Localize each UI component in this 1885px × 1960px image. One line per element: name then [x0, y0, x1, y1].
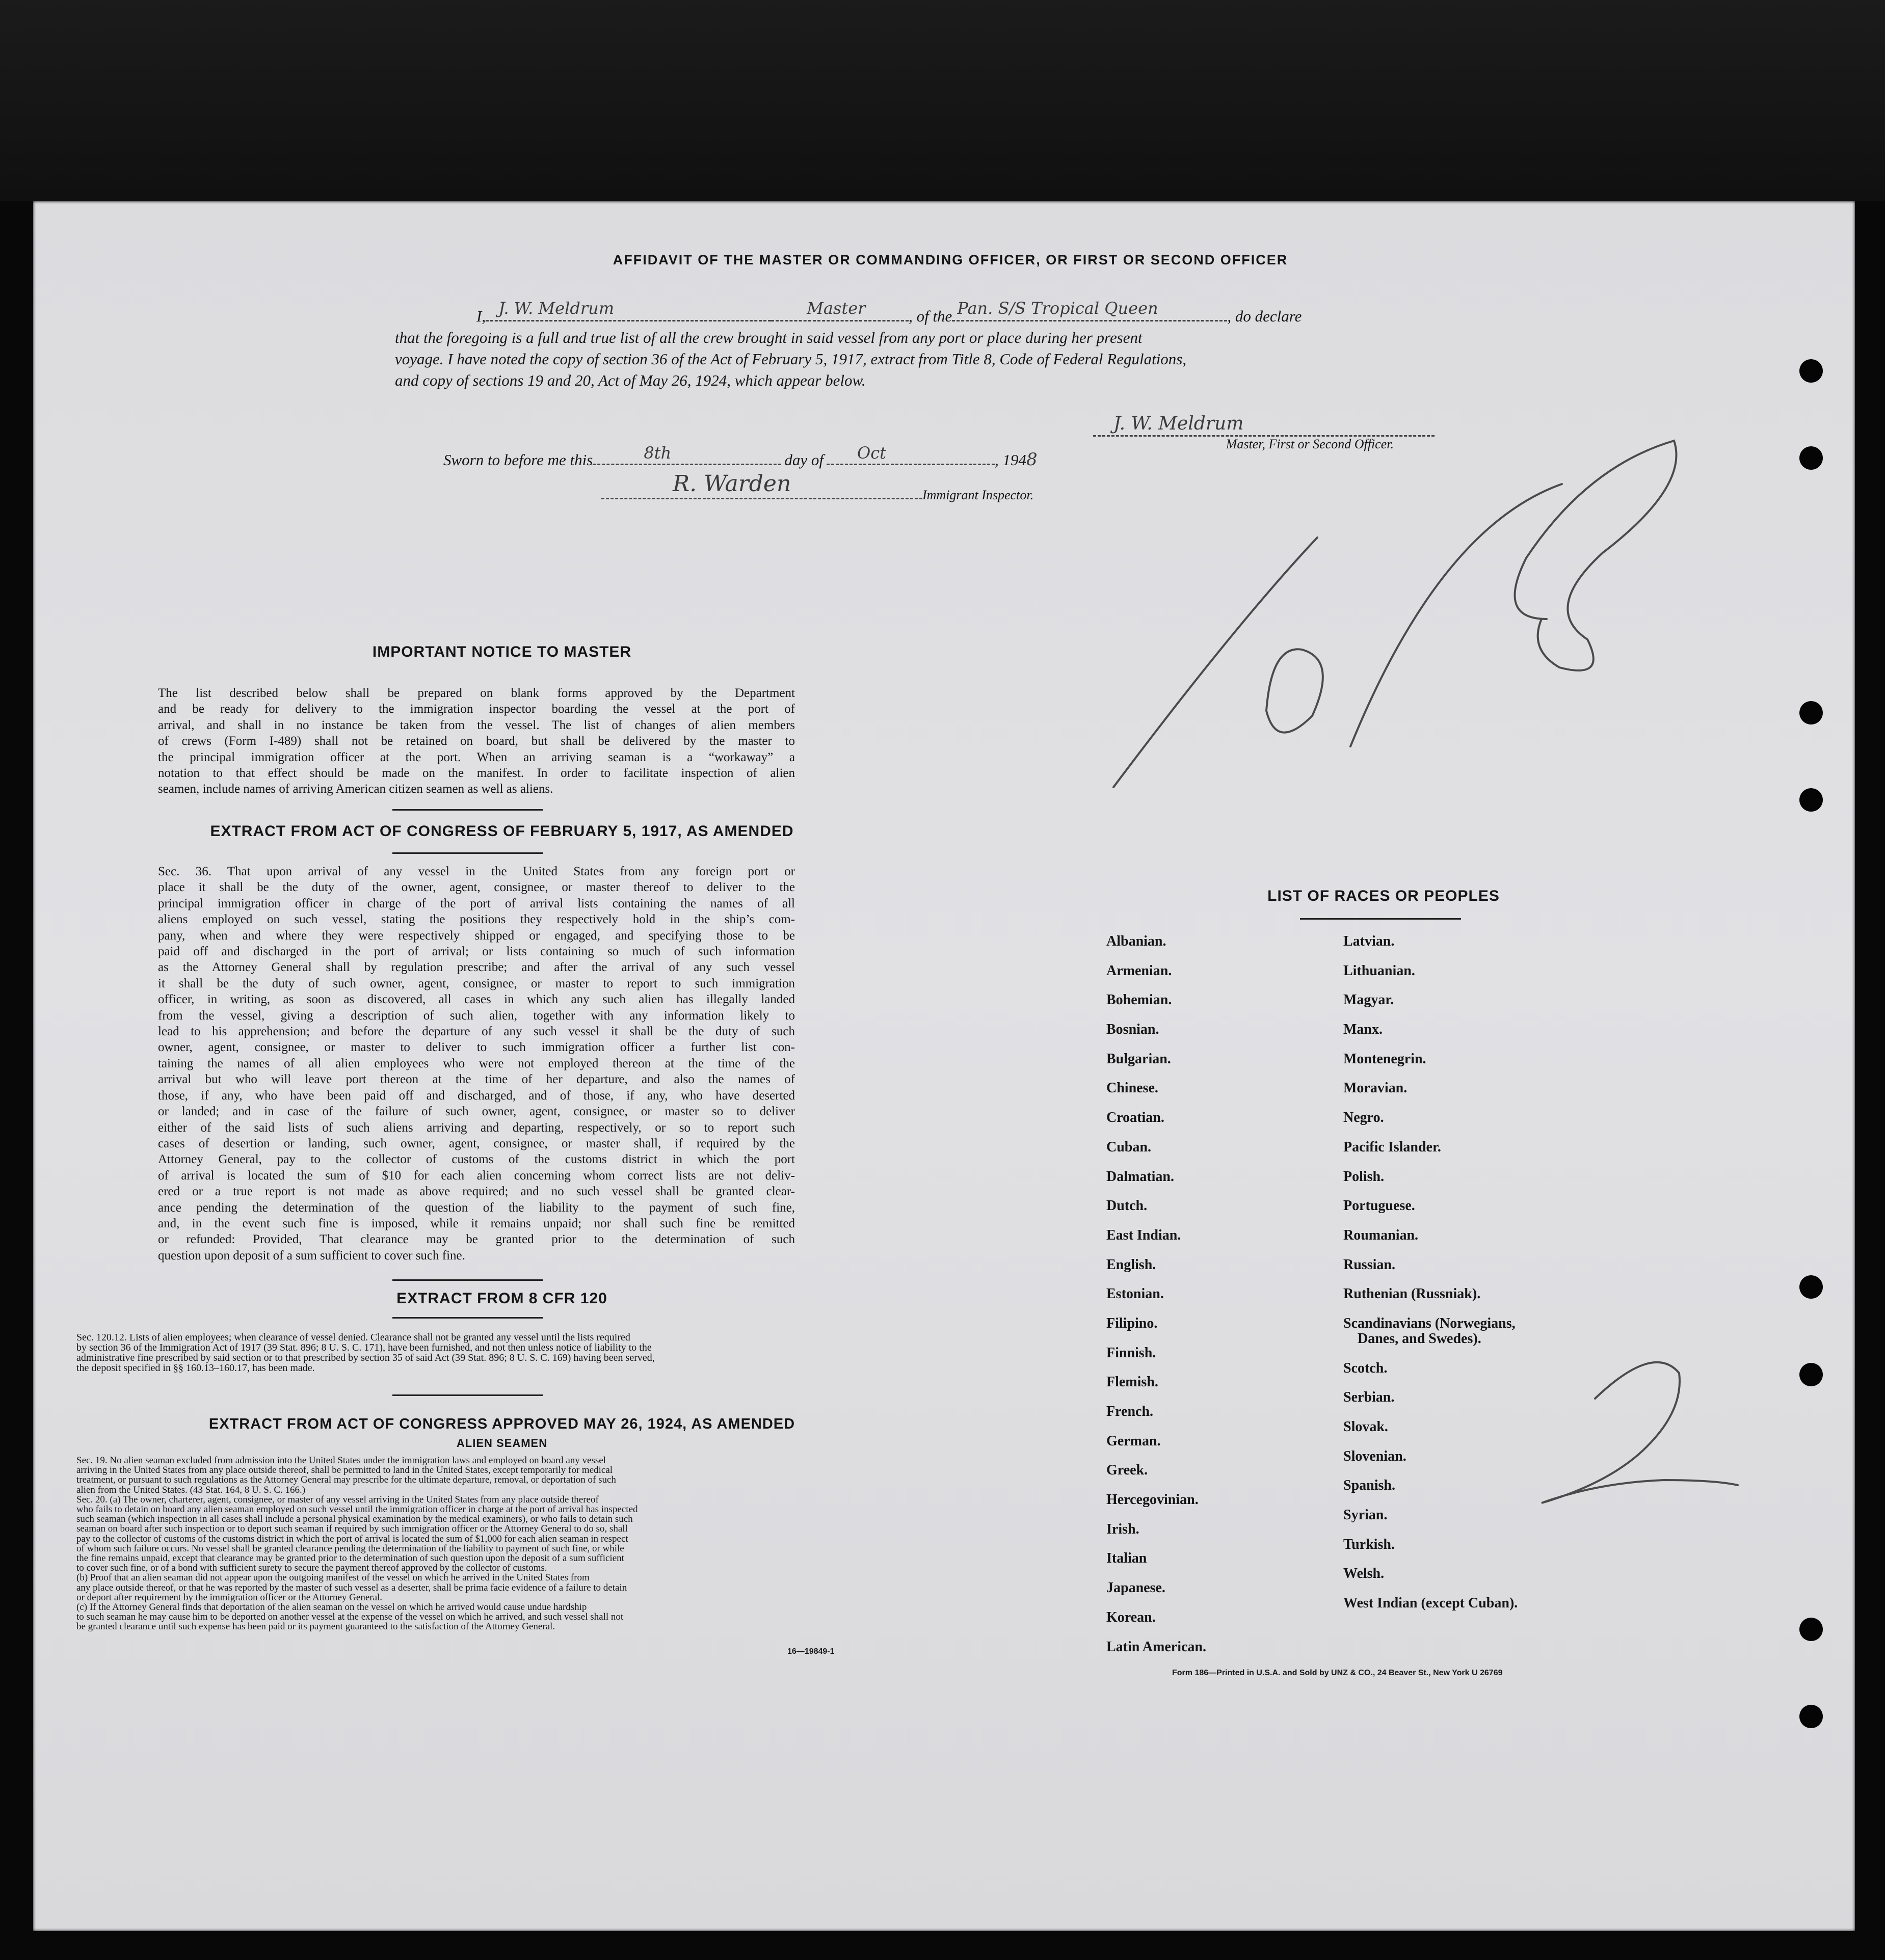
- master-signature: J. W. Meldrum: [1113, 413, 1244, 434]
- race-item: Bulgarian.: [1106, 1051, 1171, 1067]
- form-page: [33, 201, 1855, 1931]
- race-item: Scandinavians (Norwegians,: [1343, 1315, 1516, 1331]
- race-item: Korean.: [1106, 1609, 1156, 1625]
- master-signature-caption: Master, First or Second Officer.: [1226, 437, 1394, 451]
- extract-1924-line: Sec. 20. (a) The owner, charterer, agent, consignee, or master of any vessel arriving in the United States from any place outside thereof: [76, 1494, 599, 1505]
- extract-1924-line: the fine remains unpaid, except that clearance may be granted prior to the determination of such question upon the deposit of a sum sufficient: [76, 1553, 624, 1564]
- cfr-line: by section 36 of the Immigration Act of 1917 (39 Stat. 896; 8 U. S. C. 171), have been furnished, and not then unless notice of liability to the: [76, 1342, 652, 1353]
- extract-1917-line: or refunded: Provided, That clearance may be granted prior to the determination of such: [158, 1232, 795, 1247]
- race-item: Filipino.: [1106, 1315, 1158, 1331]
- extract-1917-line: pany, when and where they were respectively shipped or engaged, and specifying those to be: [158, 928, 795, 943]
- race-item: Latvian.: [1343, 933, 1395, 949]
- extract-1924-line: be granted clearance until such expense has been paid or its payment guaranteed to the satisfaction of the Attorney General.: [76, 1621, 555, 1632]
- extract-1917-line: as the Attorney General shall by regulation prescribe; and after the arrival of any such vessel: [158, 960, 795, 975]
- notice-line: seamen, include names of arriving American citizen seamen as well as aliens.: [158, 782, 553, 796]
- extract-1917-line: place it shall be the duty of the owner, agent, consignee, or master thereof to deliver to the: [158, 880, 795, 895]
- stroke-1: [1113, 538, 1317, 787]
- race-item: Finnish.: [1106, 1345, 1156, 1361]
- master-name-handwritten: J. W. Meldrum: [498, 299, 615, 318]
- race-item: French.: [1106, 1404, 1154, 1419]
- extract-1924-line: who fails to detain on board any alien seaman employed on such vessel until the immigration officer in charge at the port of arrival has inspected: [76, 1504, 638, 1515]
- cfr-title: EXTRACT FROM 8 CFR 120: [396, 1290, 607, 1307]
- extract-1917-line: owner, agent, consignee, or master to deliver to such immigration officer a further list con-: [158, 1040, 795, 1055]
- race-item: Hercegovinian.: [1106, 1492, 1199, 1508]
- extract-1924-line: treatment, or pursuant to such regulations as the Attorney General may prescribe for the ultimate departure, removal, or deportation of such: [76, 1474, 616, 1486]
- race-item: Estonian.: [1106, 1286, 1164, 1302]
- extract-1924-line: seaman on board after such inspection or to deport such seaman if required by such immigration officer or the Attorney General to do so, shall: [76, 1523, 628, 1535]
- extract-1924-line: of whom such failure occurs. No vessel shall be granted clearance pending the determination of the liability to payment of such fine, or while: [76, 1543, 624, 1554]
- extract-1917-line: or landed; and in case of the failure of such owner, agent, consignee, or master so to deliver: [158, 1105, 795, 1119]
- inspector-caption: Immigrant Inspector.: [922, 488, 1034, 502]
- race-item: Spanish.: [1343, 1478, 1395, 1494]
- do-declare-label: , do declare: [1227, 307, 1302, 325]
- race-item: Welsh.: [1343, 1566, 1385, 1582]
- race-item: Moravian.: [1343, 1080, 1408, 1096]
- extract-1924-line: pay to the collector of customs of the customs district in which the port of arrival is located the sum of $1,000 for each alien seaman in respect: [76, 1533, 628, 1544]
- race-item: Lithuanian.: [1343, 962, 1415, 979]
- handwritten-marks: [33, 201, 1855, 1931]
- notice-line: and be ready for delivery to the immigration inspector boarding the vessel at the port of: [158, 702, 795, 716]
- notice-line: arrival, and shall in no instance be taken from the vessel. The list of changes of alien members: [158, 718, 795, 732]
- race-item: Bosnian.: [1106, 1022, 1159, 1038]
- stroke-8: [1515, 441, 1677, 670]
- extract-1924-subtitle: ALIEN SEAMEN: [456, 1437, 548, 1449]
- race-item: Pacific Islander.: [1343, 1139, 1441, 1155]
- extract-1917-line: taining the names of all alien employees who were not employed thereon at the time of the: [158, 1056, 795, 1070]
- extract-1924-line: or deport after requirement by the immigration officer or the Attorney General.: [76, 1592, 383, 1603]
- race-item: Italian: [1106, 1550, 1147, 1567]
- extract-1917-line: of arrival is located the sum of $10 for each alien concerning whom correct lists are not deliv-: [158, 1168, 795, 1183]
- races-title: LIST OF RACES OR PEOPLES: [1267, 888, 1500, 904]
- race-item: Greek.: [1106, 1462, 1148, 1479]
- affidavit-title: AFFIDAVIT OF THE MASTER OR COMMANDING OFFICER, OR FIRST OR SECOND OFFICER: [613, 252, 1288, 267]
- extract-1917-line: it shall be the duty of such owner, agent, consignee, or master to report to such immigration: [158, 976, 795, 990]
- extract-1924-line: Sec. 19. No alien seaman excluded from admission into the United States under the immigration laws and employed on board any vessel: [76, 1455, 606, 1466]
- race-item: Slovak.: [1343, 1419, 1388, 1435]
- race-item: Polish.: [1343, 1168, 1385, 1185]
- notice-line: The list described below shall be prepared on blank forms approved by the Department: [158, 686, 795, 700]
- race-item: Syrian.: [1343, 1507, 1388, 1523]
- day-of-label: day of: [784, 451, 824, 469]
- race-item: Flemish.: [1106, 1374, 1158, 1390]
- race-item: Latin American.: [1106, 1639, 1206, 1655]
- race-item: Dutch.: [1106, 1198, 1148, 1214]
- extract-1917-line: from the vessel, giving a description of such alien, together with any information likely to: [158, 1008, 795, 1023]
- extract-1924-line: alien from the United States. (43 Stat. 164, 8 U. S. C. 166.): [76, 1484, 306, 1495]
- sworn-month-handwritten: Oct: [857, 443, 886, 463]
- extract-1917-line: paid off and discharged in the port of arrival; or lists containing so much of such information: [158, 945, 795, 959]
- extract-1924-line: arriving in the United States from any place outside thereof, shall be permitted to land in the United States, except temporarily for medical: [76, 1465, 613, 1476]
- slash-stroke: [1350, 484, 1562, 746]
- race-item: Portuguese.: [1343, 1198, 1415, 1214]
- race-item: Cuban.: [1106, 1139, 1151, 1155]
- i-prefix: I,: [476, 307, 486, 325]
- extract-1917-line: ered or a true report is not made as above required; and no such vessel shall be granted clear-: [158, 1185, 795, 1199]
- race-item: Ruthenian (Russniak).: [1343, 1286, 1481, 1302]
- scan-top-border: [0, 0, 1885, 201]
- race-item: Russian.: [1343, 1256, 1395, 1273]
- race-item: Roumanian.: [1343, 1227, 1419, 1243]
- race-item: Albanian.: [1106, 933, 1166, 949]
- sworn-day-handwritten: 8th: [644, 443, 672, 463]
- extract-1924-line: such seaman (which inspection in all cases shall include a personal physical examination by the medical examiners), or who fails to detain such: [76, 1514, 633, 1525]
- extract-1917-line: cases of desertion or landing, such owner, agent, consignee, or master shall, if required by the: [158, 1136, 795, 1150]
- affidavit-line-4: and copy of sections 19 and 20, Act of May 26, 1924, which appear below.: [395, 371, 866, 389]
- race-item: Montenegrin.: [1343, 1051, 1426, 1067]
- race-item: Manx.: [1343, 1022, 1383, 1038]
- notice-line: of crews (Form I-489) shall not be retained on board, but shall be delivered by the master to: [158, 734, 795, 748]
- race-item: Chinese.: [1106, 1080, 1158, 1096]
- notice-title: IMPORTANT NOTICE TO MASTER: [372, 643, 632, 660]
- race-item: Turkish.: [1343, 1536, 1395, 1552]
- affidavit-line-2: that the foregoing is a full and true list of all the crew brought in said vessel from any port or place during her present: [395, 329, 1143, 346]
- vessel-handwritten: Pan. S/S Tropical Queen: [957, 299, 1158, 318]
- race-item: German.: [1106, 1433, 1161, 1449]
- race-item: Bohemian.: [1106, 992, 1172, 1008]
- extract-1917-line: ance pending the determination of the question of the liability to the payment of such fine,: [158, 1200, 795, 1215]
- extract-1924-line: any place outside thereof, or that he was reported by the master of such vessel as a deserter, shall be prima facie evidence of a failure to detain: [76, 1582, 627, 1593]
- extract-1924-line: to cover such fine, or of a bond with sufficient surety to secure the payment thereof approved by the collector of customs.: [76, 1563, 547, 1574]
- race-item: Scotch.: [1343, 1360, 1388, 1376]
- cfr-line: Sec. 120.12. Lists of alien employees; when clearance of vessel denied. Clearance shall not be granted any vessel until the lists required: [76, 1332, 630, 1343]
- notice-line: notation to that effect should be made on the manifest. In order to facilitate inspection of alien: [158, 766, 795, 781]
- cfr-line: administrative fine prescribed by said section or to that prescribed by section 35 of said Act (39 Stat. 896; 8 U. S. C. 169) having been served,: [76, 1352, 655, 1363]
- extract-1924-title: EXTRACT FROM ACT OF CONGRESS APPROVED MAY 26, 1924, AS AMENDED: [208, 1416, 795, 1432]
- extract-1917-line: lead to his apprehension; and before the departure of any such vessel it shall be the duty of such: [158, 1025, 795, 1039]
- inspector-signature: R. Warden: [673, 471, 791, 497]
- extract-1917-line: principal immigration officer in charge of the port of arrival lists containing the names of all: [158, 896, 795, 910]
- race-item: Japanese.: [1106, 1580, 1165, 1596]
- of-the-label: , of the: [909, 307, 952, 325]
- race-item: West Indian (except Cuban).: [1343, 1595, 1518, 1612]
- extract-1917-line: Sec. 36. That upon arrival of any vessel in the United States from any foreign port or: [158, 865, 795, 878]
- race-item: Dalmatian.: [1106, 1168, 1174, 1185]
- race-item: Negro.: [1343, 1110, 1384, 1126]
- extract-1924-line: to such seaman he may cause him to be deported on another vessel at the expense of the vessel on which he arrived, and such vessel shall not: [76, 1612, 624, 1623]
- extract-1917-line: arrival but who will leave port thereon at the time of her departure, and also the names of: [158, 1072, 795, 1087]
- handwritten-page-2: [1542, 1362, 1738, 1503]
- race-item: Danes, and Swedes).: [1358, 1330, 1481, 1347]
- extract-1917-line: Attorney General, pay to the collector of customs of the customs district in which the port: [158, 1152, 795, 1167]
- year-digit-handwritten: 8: [1026, 449, 1038, 470]
- handwritten-number-10-18: [1113, 441, 1677, 787]
- extract-1917-line: question upon deposit of a sum sufficient to cover such fine.: [158, 1248, 465, 1263]
- rank-handwritten: Master: [807, 299, 866, 318]
- stroke-0: [1266, 649, 1323, 732]
- race-item: East Indian.: [1106, 1227, 1181, 1243]
- race-item: Croatian.: [1106, 1110, 1164, 1126]
- extract-1917-line: aliens employed on such vessel, stating the positions they respectively hold in the ship’s com-: [158, 912, 795, 927]
- extract-1917-line: officer, in writing, as soon as discovered, all cases in which any such alien has illegally landed: [158, 992, 795, 1007]
- cfr-line: the deposit specified in §§ 160.13–160.17, has been made.: [76, 1362, 315, 1374]
- extract-1924-line: (b) Proof that an alien seaman did not appear upon the outgoing manifest of the vessel on which he arrived in the United States from: [76, 1572, 590, 1583]
- printer-footer: Form 186—Printed in U.S.A. and Sold by UNZ & CO., 24 Beaver St., New York U 26769: [1172, 1669, 1503, 1677]
- notice-line: the principal immigration officer at the port. When an arriving seaman is a “workaway” a: [158, 750, 795, 764]
- race-item: English.: [1106, 1256, 1156, 1273]
- race-item: Magyar.: [1343, 992, 1394, 1008]
- extract-1917-line: and, in the event such fine is imposed, while it remains unpaid; nor shall such fine be remitted: [158, 1216, 795, 1230]
- race-item: Irish.: [1106, 1521, 1139, 1537]
- extract-1917-line: those, if any, who have been paid off and discharged, and of those, if any, who have deserted: [158, 1088, 795, 1103]
- race-item: Slovenian.: [1343, 1448, 1406, 1464]
- extract-1924-line: (c) If the Attorney General finds that deportation of the alien seaman on the vessel on which he arrived would cause undue hardship: [76, 1602, 587, 1613]
- extract-1917-title: EXTRACT FROM ACT OF CONGRESS OF FEBRUARY 5, 1917, AS AMENDED: [210, 823, 794, 840]
- form-code: 16—19849-1: [787, 1647, 835, 1656]
- race-item: Armenian.: [1106, 962, 1172, 979]
- race-item: Serbian.: [1343, 1389, 1395, 1406]
- extract-1917-line: either of the said lists of such aliens arriving and departing, respectively, or so to report such: [158, 1120, 795, 1135]
- year-prefix: , 194: [994, 451, 1026, 469]
- sworn-prefix: Sworn to before me this: [443, 451, 593, 469]
- affidavit-line-3: voyage. I have noted the copy of section 36 of the Act of February 5, 1917, extract from Title 8, Code of Federal Regulations,: [395, 350, 1187, 368]
